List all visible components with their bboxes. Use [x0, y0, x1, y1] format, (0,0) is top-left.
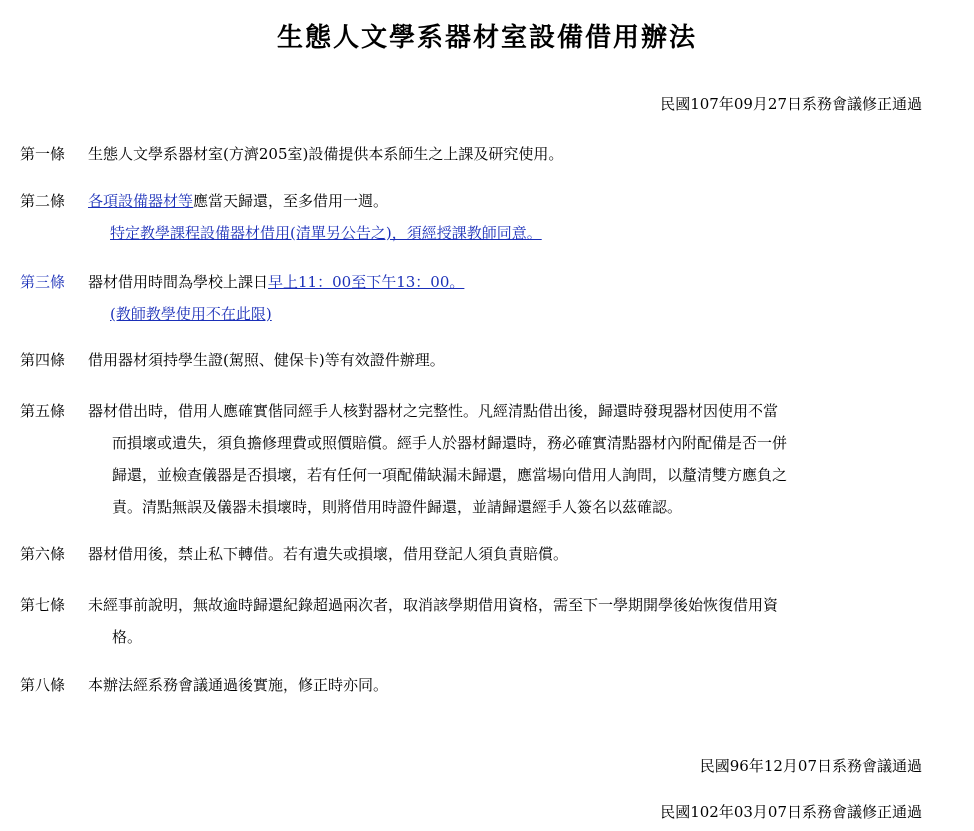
- article-text: [88, 185, 920, 217]
- page-title: 生態人文學系器材室設備借用辦法: [276, 23, 697, 53]
- article-label: 第八條: [20, 676, 66, 694]
- article-label: 第四條: [20, 351, 66, 369]
- article-text: 生態人文學系器材室(方濟205室)設備提供本系師生之上課及研究使用。: [88, 145, 564, 163]
- article-text: [88, 589, 920, 653]
- passed-date: 民國96年12月07日系務會議通過: [699, 757, 922, 775]
- revision-date-top: 民國107年09月27日系務會議修正通過: [660, 95, 922, 113]
- article-3: [20, 266, 920, 330]
- borrow-time-link[interactable]: 早上11：00至下午13：00。: [268, 273, 465, 291]
- article-line: 而損壞或遺失，須負擔修理費或照價賠償。經手人於器材歸還時，務必確實清點器材內附配備是否一併: [112, 434, 788, 452]
- article-text: 借用器材須持學生證(駕照、健保卡)等有效證件辦理。: [88, 351, 445, 369]
- teacher-exception-link[interactable]: (教師教學使用不在此限): [110, 305, 272, 323]
- article-6: [20, 538, 920, 570]
- article-text: [88, 266, 920, 298]
- article-2: [20, 185, 920, 249]
- article-label: 第一條: [20, 145, 66, 163]
- article-text: 本辦法經系務會議通過後實施，修正時亦同。: [88, 676, 389, 694]
- article-5: [20, 395, 920, 523]
- article-label: 第二條: [20, 192, 66, 210]
- article-8: [20, 669, 920, 701]
- article-label: 第七條: [20, 596, 66, 614]
- article-line: 歸還，並檢查儀器是否損壞，若有任何一項配備缺漏未歸還，應當場向借用人詢問，以釐清雙方應負之: [112, 466, 788, 484]
- article-label: 第五條: [20, 402, 66, 420]
- article-text: 器材借用後，禁止私下轉借。若有遺失或損壞，借用登記人須負責賠償。: [88, 545, 569, 563]
- article-label: 第三條: [20, 273, 66, 291]
- article-1: [20, 138, 920, 170]
- equipment-items-link[interactable]: 各項設備器材等: [88, 192, 194, 210]
- article-line: 器材借出時，借用人應確實偕同經手人核對器材之完整性。凡經清點借出後，歸還時發現器材因使用不當: [88, 402, 779, 420]
- article-4: [20, 344, 920, 376]
- article-7: [20, 589, 920, 653]
- article-line: 責。清點無誤及儀器未損壞時，則將借用時證件歸還，並請歸還經手人簽名以茲確認。: [112, 498, 683, 516]
- article-text-part: 器材借用時間為學校上課日: [88, 273, 269, 291]
- article-text: [88, 395, 920, 523]
- article-label: 第六條: [20, 545, 66, 563]
- revision-date-bottom: 民國102年03月07日系務會議修正通過: [660, 803, 922, 821]
- article-text-part: 應當天歸還，至多借用一週。: [193, 192, 389, 210]
- article-line: 未經事前說明，無故逾時歸還紀錄超過兩次者，取消該學期借用資格，需至下一學期開學後始恢復借用資: [88, 596, 779, 614]
- article-line: 格。: [112, 628, 143, 646]
- special-course-equipment-link[interactable]: 特定教學課程設備器材借用(清單另公告之)，須經授課教師同意。: [110, 224, 542, 242]
